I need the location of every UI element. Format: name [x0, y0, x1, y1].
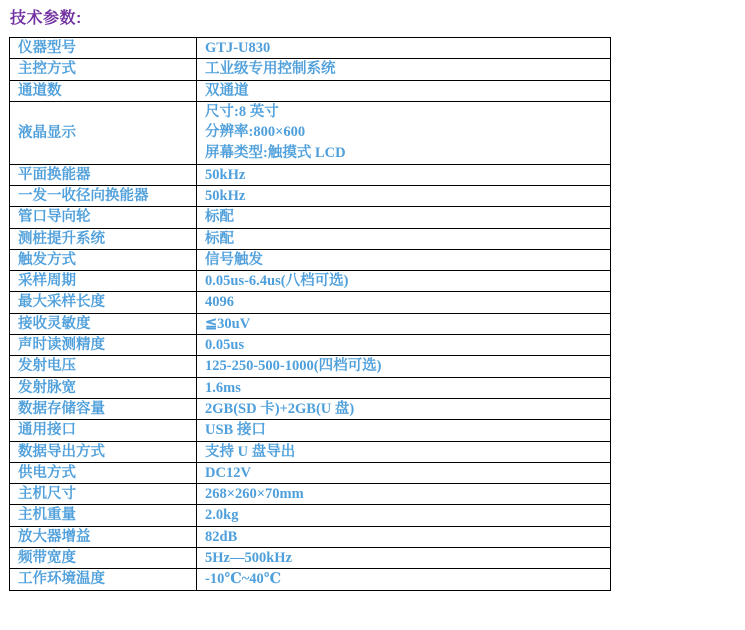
spec-label: 管口导向轮 [10, 207, 197, 228]
spec-label: 一发一收径向换能器 [10, 185, 197, 206]
spec-row [10, 569, 611, 590]
spec-label: 测桩提升系统 [10, 228, 197, 249]
spec-label: 通用接口 [10, 420, 197, 441]
spec-value: 标配 [197, 207, 611, 228]
spec-row [10, 101, 611, 164]
spec-value: 82dB [197, 526, 611, 547]
spec-value: DC12V [197, 462, 611, 483]
spec-value: GTJ-U830 [197, 38, 611, 59]
spec-row [10, 59, 611, 80]
spec-value: 信号触发 [197, 249, 611, 270]
spec-row [10, 462, 611, 483]
spec-value: 4096 [197, 292, 611, 313]
spec-value: 双通道 [197, 80, 611, 101]
spec-row [10, 185, 611, 206]
spec-value: 工业级专用控制系统 [197, 59, 611, 80]
spec-value: USB 接口 [197, 420, 611, 441]
spec-value: 268×260×70mm [197, 484, 611, 505]
spec-row [10, 356, 611, 377]
spec-row [10, 441, 611, 462]
spec-row [10, 398, 611, 419]
spec-row [10, 292, 611, 313]
spec-label: 发射电压 [10, 356, 197, 377]
spec-row [10, 377, 611, 398]
page-title: 技术参数: [10, 10, 82, 27]
spec-value: ≦30uV [197, 313, 611, 334]
spec-value: 50kHz [197, 185, 611, 206]
spec-row [10, 80, 611, 101]
spec-label: 工作环境温度 [10, 569, 197, 590]
spec-label: 采样周期 [10, 271, 197, 292]
spec-label: 平面换能器 [10, 164, 197, 185]
spec-value: 支持 U 盘导出 [197, 441, 611, 462]
spec-row [10, 228, 611, 249]
spec-value-line: 分辨率:800×600 [205, 124, 306, 141]
spec-label: 数据存储容量 [10, 398, 197, 419]
spec-table [9, 37, 611, 591]
spec-label: 最大采样长度 [10, 292, 197, 313]
spec-value: 0.05us [197, 335, 611, 356]
spec-row [10, 505, 611, 526]
spec-row [10, 484, 611, 505]
spec-row [10, 335, 611, 356]
spec-row [10, 526, 611, 547]
spec-row [10, 548, 611, 569]
spec-label: 通道数 [10, 80, 197, 101]
spec-value: 2GB(SD 卡)+2GB(U 盘) [197, 398, 611, 419]
spec-value-line: 屏幕类型:触摸式 LCD [205, 145, 346, 162]
spec-label: 供电方式 [10, 462, 197, 483]
spec-row [10, 38, 611, 59]
spec-label: 接收灵敏度 [10, 313, 197, 334]
spec-row [10, 420, 611, 441]
spec-value: 1.6ms [197, 377, 611, 398]
spec-value: -10℃~40℃ [197, 569, 611, 590]
spec-label: 触发方式 [10, 249, 197, 270]
spec-label: 放大器增益 [10, 526, 197, 547]
spec-row [10, 313, 611, 334]
spec-row [10, 207, 611, 228]
spec-value: 2.0kg [197, 505, 611, 526]
spec-value-line: 尺寸:8 英寸 [205, 103, 279, 120]
spec-value: 5Hz—500kHz [197, 548, 611, 569]
spec-label: 发射脉宽 [10, 377, 197, 398]
spec-label: 主机重量 [10, 505, 197, 526]
spec-value: 125-250-500-1000(四档可选) [197, 356, 611, 377]
spec-table-body [10, 38, 611, 591]
spec-label: 液晶显示 [10, 101, 197, 164]
spec-label: 主控方式 [10, 59, 197, 80]
spec-label: 声时读测精度 [10, 335, 197, 356]
spec-value: 0.05us-6.4us(八档可选) [197, 271, 611, 292]
spec-value: 50kHz [197, 164, 611, 185]
spec-label: 数据导出方式 [10, 441, 197, 462]
spec-label: 仪器型号 [10, 38, 197, 59]
spec-row [10, 249, 611, 270]
spec-label: 频带宽度 [10, 548, 197, 569]
spec-row [10, 164, 611, 185]
spec-value [197, 101, 611, 164]
spec-label: 主机尺寸 [10, 484, 197, 505]
spec-row [10, 271, 611, 292]
spec-value: 标配 [197, 228, 611, 249]
